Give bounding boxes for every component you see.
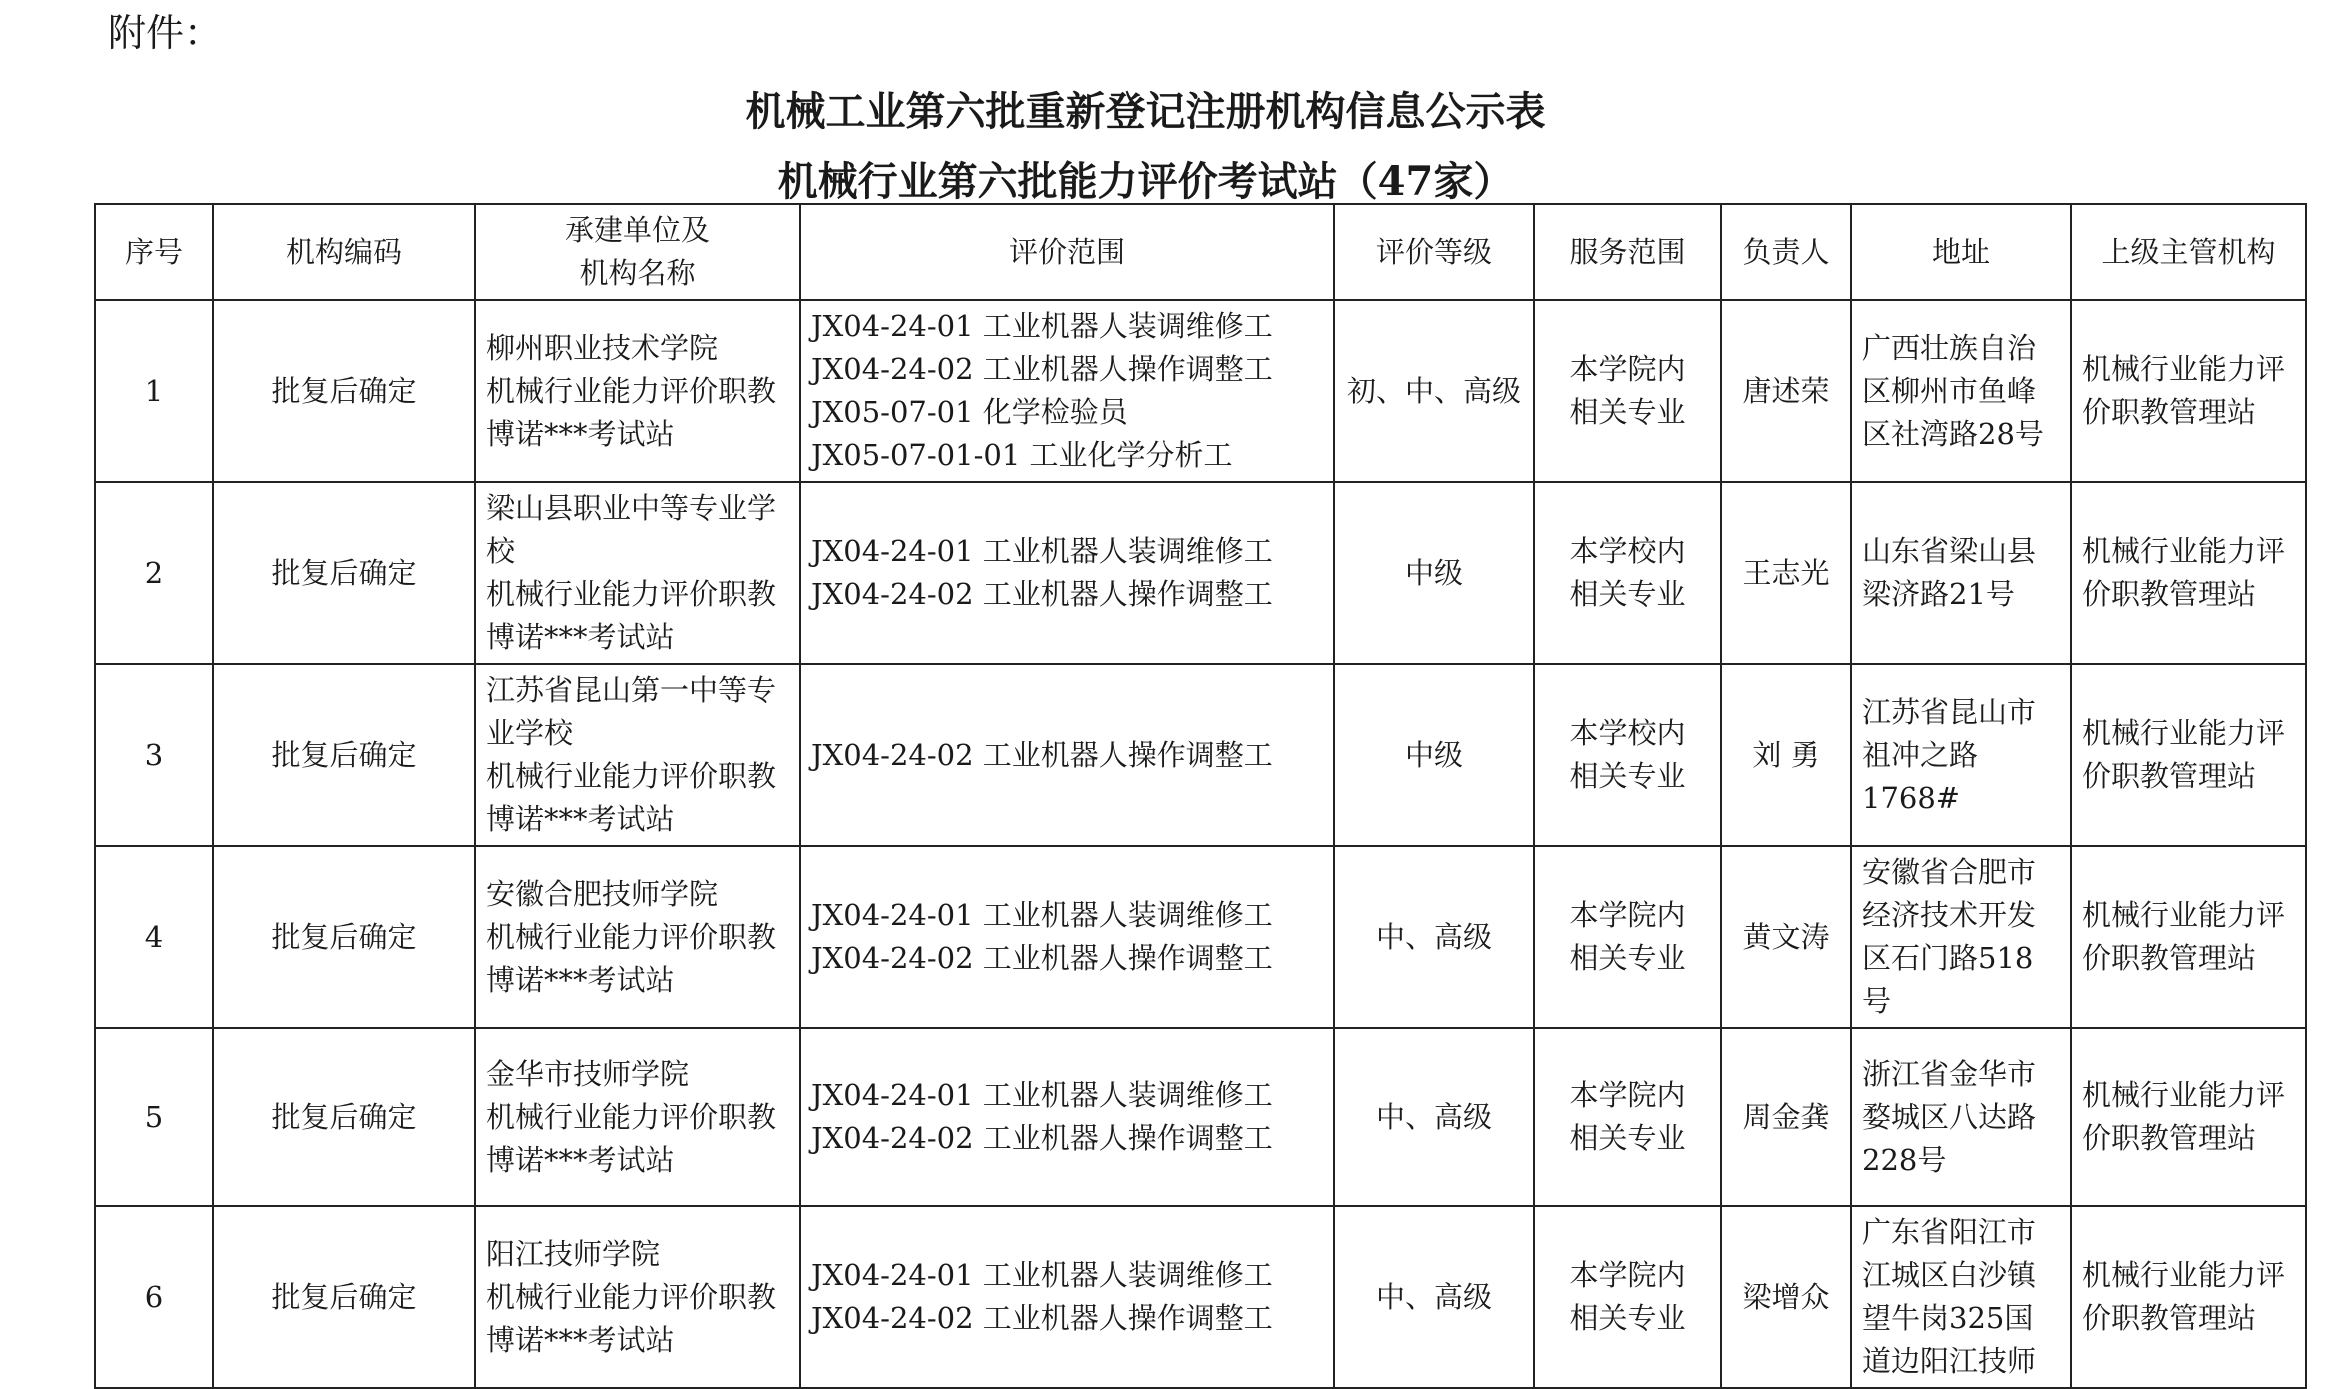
scope-item: JX04-24-01 工业机器人装调维修工 [811, 898, 1273, 932]
table-row [95, 846, 2306, 1028]
cell-level: 初、中、高级 [1334, 300, 1534, 482]
scope-item: JX04-24-02 工业机器人操作调整工 [811, 1301, 1273, 1335]
cell-unit: 柳州职业技术学院 机械行业能力评价职教博诺***考试站 [475, 300, 800, 482]
registry-table [94, 203, 2307, 1389]
cell-unit: 安徽合肥技师学院 机械行业能力评价职教博诺***考试站 [475, 846, 800, 1028]
cell-person: 刘 勇 [1721, 664, 1851, 846]
cell-no: 5 [95, 1028, 213, 1206]
cell-service: 本学院内 相关专业 [1534, 1028, 1721, 1206]
cell-level: 中、高级 [1334, 846, 1534, 1028]
cell-unit: 阳江技师学院 机械行业能力评价职教博诺***考试站 [475, 1206, 800, 1388]
scope-item: JX04-24-01 工业机器人装调维修工 [811, 1078, 1273, 1112]
cell-authority: 机械行业能力评价职教管理站 [2071, 846, 2306, 1028]
cell-authority: 机械行业能力评价职教管理站 [2071, 1028, 2306, 1206]
col-header-person: 负责人 [1721, 204, 1851, 300]
cell-scope [800, 664, 1334, 846]
cell-code: 批复后确定 [213, 1028, 475, 1206]
scope-item: JX04-24-02 工业机器人操作调整工 [811, 352, 1273, 386]
cell-address: 浙江省金华市婺城区八达路228号 [1851, 1028, 2071, 1206]
cell-service: 本学院内 相关专业 [1534, 300, 1721, 482]
table-row [95, 300, 2306, 482]
cell-code: 批复后确定 [213, 664, 475, 846]
col-header-no: 序号 [95, 204, 213, 300]
attachment-label: 附件： [108, 11, 223, 55]
scope-item: JX04-24-01 工业机器人装调维修工 [811, 309, 1273, 343]
cell-code: 批复后确定 [213, 1206, 475, 1388]
cell-level: 中级 [1334, 664, 1534, 846]
col-header-level: 评价等级 [1334, 204, 1534, 300]
cell-scope [800, 482, 1334, 664]
cell-address: 江苏省昆山市祖冲之路1768# [1851, 664, 2071, 846]
cell-level: 中、高级 [1334, 1028, 1534, 1206]
scope-item: JX05-07-01-01 工业化学分析工 [811, 438, 1233, 472]
col-header-address: 地址 [1851, 204, 2071, 300]
cell-person: 梁增众 [1721, 1206, 1851, 1388]
scope-item: JX04-24-02 工业机器人操作调整工 [811, 577, 1273, 611]
cell-address: 安徽省合肥市经济技术开发区石门路518号 [1851, 846, 2071, 1028]
col-header-code: 机构编码 [213, 204, 475, 300]
document-title: 机械工业第六批重新登记注册机构信息公示表 [745, 88, 1546, 135]
scope-item: JX05-07-01 化学检验员 [811, 395, 1128, 429]
cell-authority: 机械行业能力评价职教管理站 [2071, 1206, 2306, 1388]
cell-service: 本学院内 相关专业 [1534, 846, 1721, 1028]
table-row [95, 1206, 2306, 1388]
cell-level: 中级 [1334, 482, 1534, 664]
cell-address: 山东省梁山县梁济路21号 [1851, 482, 2071, 664]
cell-authority: 机械行业能力评价职教管理站 [2071, 664, 2306, 846]
cell-no: 2 [95, 482, 213, 664]
scope-item: JX04-24-01 工业机器人装调维修工 [811, 534, 1273, 568]
cell-person: 黄文涛 [1721, 846, 1851, 1028]
table-row [95, 482, 2306, 664]
cell-service: 本学校内 相关专业 [1534, 482, 1721, 664]
cell-address: 广西壮族自治区柳州市鱼峰区社湾路28号 [1851, 300, 2071, 482]
table-row [95, 1028, 2306, 1206]
document-subtitle: 机械行业第六批能力评价考试站（47家） [777, 158, 1514, 205]
scope-item: JX04-24-01 工业机器人装调维修工 [811, 1258, 1273, 1292]
col-header-unit: 承建单位及 机构名称 [475, 204, 800, 300]
col-header-authority: 上级主管机构 [2071, 204, 2306, 300]
scope-item: JX04-24-02 工业机器人操作调整工 [811, 941, 1273, 975]
table-row [95, 664, 2306, 846]
cell-code: 批复后确定 [213, 846, 475, 1028]
cell-scope [800, 1028, 1334, 1206]
cell-unit: 江苏省昆山第一中等专业学校 机械行业能力评价职教博诺***考试站 [475, 664, 800, 846]
cell-scope [800, 1206, 1334, 1388]
cell-level: 中、高级 [1334, 1206, 1534, 1388]
cell-code: 批复后确定 [213, 482, 475, 664]
cell-person: 王志光 [1721, 482, 1851, 664]
cell-unit: 金华市技师学院 机械行业能力评价职教博诺***考试站 [475, 1028, 800, 1206]
cell-authority: 机械行业能力评价职教管理站 [2071, 482, 2306, 664]
table-header-row [95, 204, 2306, 300]
cell-scope [800, 846, 1334, 1028]
cell-no: 3 [95, 664, 213, 846]
cell-no: 6 [95, 1206, 213, 1388]
scope-item: JX04-24-02 工业机器人操作调整工 [811, 737, 1273, 772]
cell-person: 周金龚 [1721, 1028, 1851, 1206]
cell-authority: 机械行业能力评价职教管理站 [2071, 300, 2306, 482]
scope-item: JX04-24-02 工业机器人操作调整工 [811, 1121, 1273, 1155]
cell-address: 广东省阳江市江城区白沙镇望牛岗325国道边阳江技师 [1851, 1206, 2071, 1388]
cell-code: 批复后确定 [213, 300, 475, 482]
cell-unit: 梁山县职业中等专业学校 机械行业能力评价职教博诺***考试站 [475, 482, 800, 664]
col-header-scope: 评价范围 [800, 204, 1334, 300]
cell-service: 本学院内 相关专业 [1534, 1206, 1721, 1388]
cell-scope [800, 300, 1334, 482]
cell-no: 1 [95, 300, 213, 482]
cell-no: 4 [95, 846, 213, 1028]
cell-person: 唐述荣 [1721, 300, 1851, 482]
cell-service: 本学校内 相关专业 [1534, 664, 1721, 846]
col-header-service: 服务范围 [1534, 204, 1721, 300]
